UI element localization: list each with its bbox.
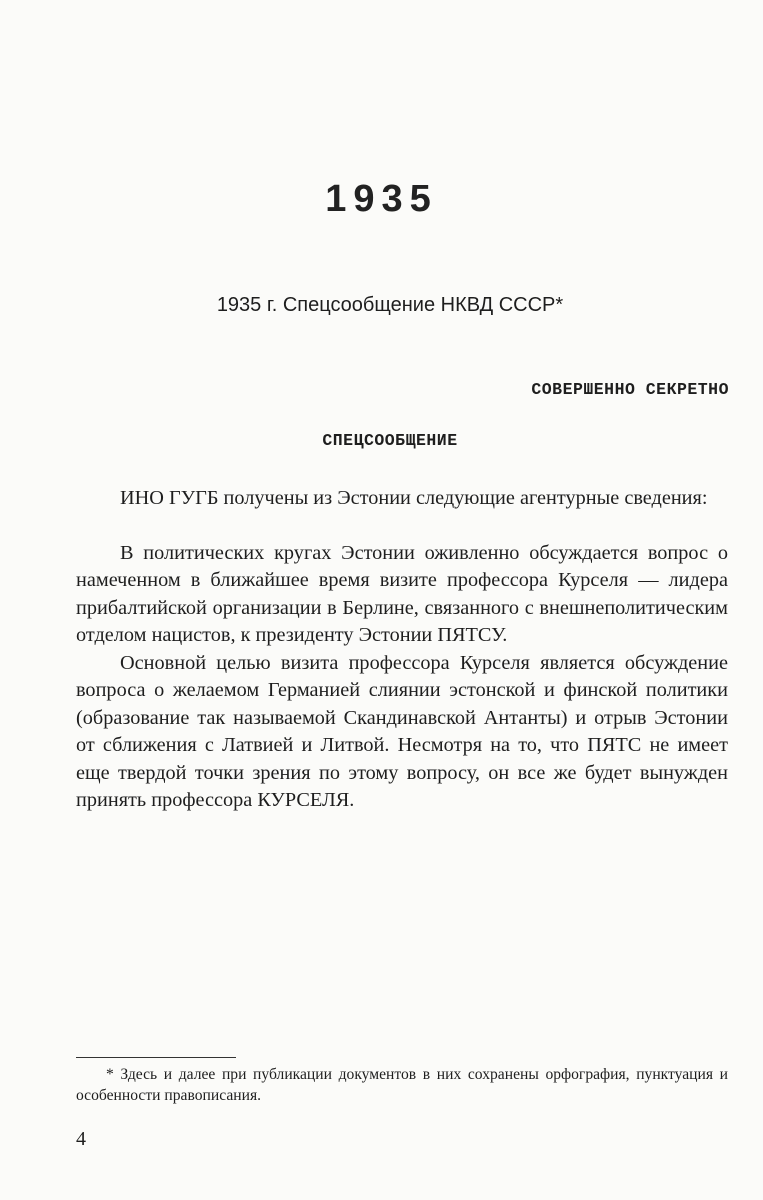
paragraph: Основной целью визита профессора Курселя является обсуждение вопроса о желаемом Германией слиянии эстонской и финской политики (образование так называемой Скандинавской Антанты) и отрыв Эстонии от сближения с Латвией и Литвой. Несмотря на то, что ПЯТС не имеет еще твердой точки зрения по этому вопросу, он все же будет вынужден принять профессора КУРСЕЛЯ. xyxy=(76,651,728,811)
paragraph: В политических кругах Эстонии оживленно обсуждается вопрос о намеченном в ближайшее время визите профессора Курселя — лидера прибалтийской организации в Берлине, связанного с внешнеполитическим отделом нацистов, к президенту Эстонии ПЯТСУ. xyxy=(76,541,728,646)
paragraph-intro: ИНО ГУГБ получены из Эстонии следующие агентурные сведения: xyxy=(120,487,708,509)
classification-label: СОВЕРШЕННО СЕКРЕТНО xyxy=(531,380,729,399)
document-type-label: СПЕЦСООБЩЕНИЕ xyxy=(322,431,458,450)
document-heading: 1935 г. Спецсообщение НКВД СССР* xyxy=(216,294,564,316)
year-heading: 1935 xyxy=(325,178,438,220)
document-body xyxy=(76,485,728,815)
footnote: * Здесь и далее при публикации документов в них сохранены орфография, пунктуация и особенности правописания. xyxy=(76,1066,728,1104)
footnote-divider xyxy=(76,1057,236,1058)
page-number: 4 xyxy=(76,1128,86,1150)
